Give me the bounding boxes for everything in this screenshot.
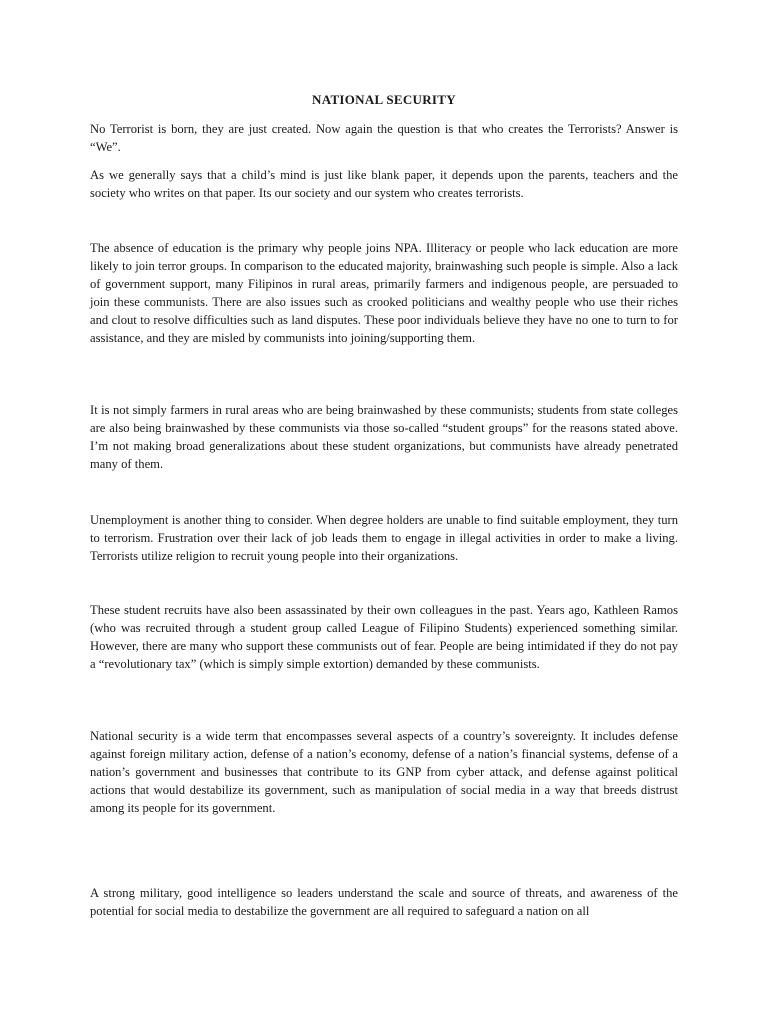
paragraph-unemployment: Unemployment is another thing to consider. When degree holders are unable to find suitable employment, they turn to terrorism. Frustration over their lack of job leads them to engage in illegal activities in order to make a living. Terrorists utilize religion to recruit young people into their organizations. bbox=[90, 513, 678, 563]
paragraph-intro: No Terrorist is born, they are just created. Now again the question is that who creates the Terrorists? Answer is “We”. bbox=[90, 122, 678, 154]
document-title: NATIONAL SECURITY bbox=[312, 92, 456, 107]
paragraph-education: The absence of education is the primary why people joins NPA. Illiteracy or people who lack education are more likely to join terror groups. In comparison to the educated majority, brainwashing such people is simple. Also a lack of government support, many Filipinos in rural areas, primarily farmers and indigenous people, are persuaded to join these communists. There are also issues such as crooked politicians and wealthy people who use their riches and clout to resolve difficulties such as land disputes. These poor individuals believe they have no one to turn to for assistance, and they are misled by communists into joining/supporting them. bbox=[90, 241, 678, 345]
paragraph-strong-military: A strong military, good intelligence so leaders understand the scale and source of threats, and awareness of the potential for social media to destabilize the government are all required to safeguard a nation on all bbox=[90, 886, 678, 918]
paragraph-student-recruits: These student recruits have also been assassinated by their own colleagues in the past. Years ago, Kathleen Ramos (who was recruited through a student group called League of Filipino Students) experienced something similar. However, there are many who support these communists out of fear. People are being intimidated if they do not pay a “revolutionary tax” (which is simply simple extortion) demanded by these communists. bbox=[90, 603, 678, 671]
paragraph-national-security: National security is a wide term that encompasses several aspects of a country’s sovereignty. It includes defense against foreign military action, defense of a nation’s economy, defense of a nation’s financial systems, defense of a nation’s government and businesses that contribute to its GNP from cyber attack, and defense against political actions that would destabilize its government, such as manipulation of social media in a way that breeds distrust among its people for its government. bbox=[90, 729, 678, 815]
paragraph-child-mind: As we generally says that a child’s mind is just like blank paper, it depends upon the parents, teachers and the society who writes on that paper. Its our society and our system who creates terrorists. bbox=[90, 168, 678, 200]
paragraph-students: It is not simply farmers in rural areas who are being brainwashed by these communists; students from state colleges are also being brainwashed by these communists via those so-called “student groups” for the reasons stated above. I’m not making broad generalizations about these student organizations, but communists have already penetrated many of them. bbox=[90, 403, 678, 471]
